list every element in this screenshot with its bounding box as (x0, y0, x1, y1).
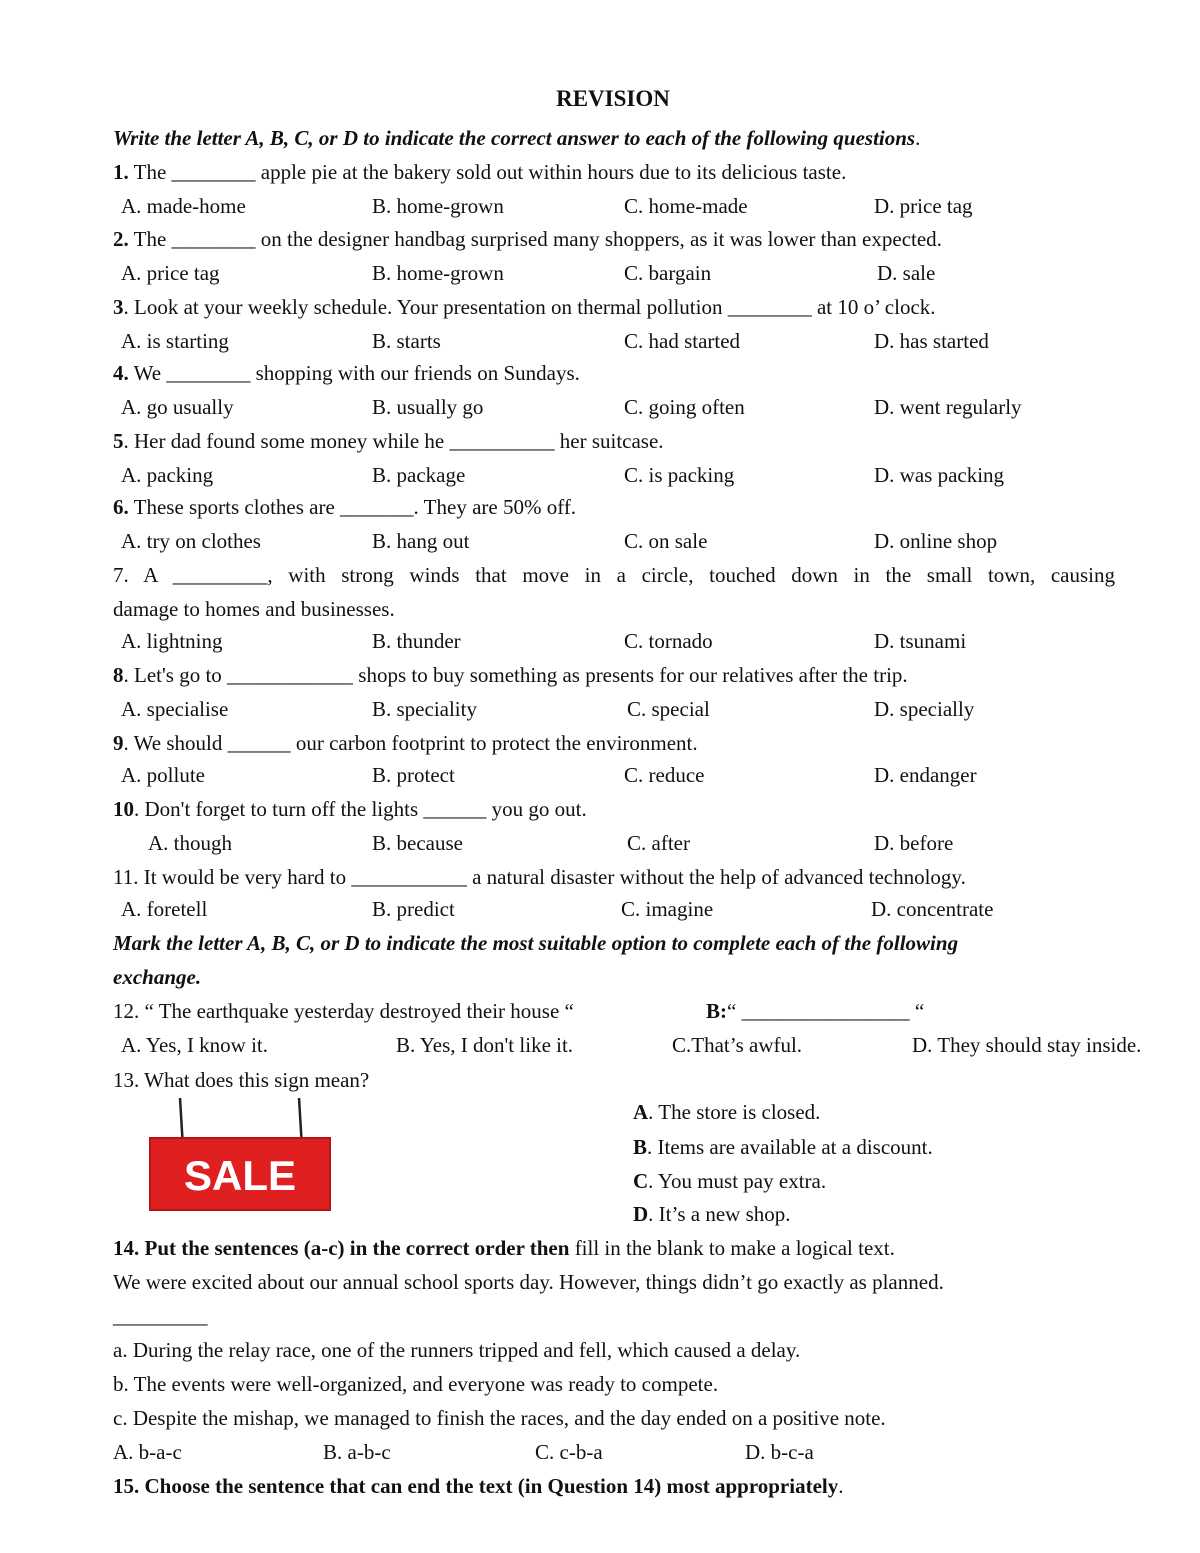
q7-option-d[interactable]: D. tsunami (874, 629, 967, 653)
question-13: 13. What does this sign mean? (113, 1068, 370, 1092)
q2-option-a[interactable]: A. price tag (121, 261, 220, 285)
q1-option-d[interactable]: D. price tag (874, 194, 973, 218)
q11-option-d[interactable]: D. concentrate (871, 897, 994, 921)
q14-option-a[interactable]: A. b-a-c (113, 1440, 182, 1464)
q9-option-c[interactable]: C. reduce (624, 763, 705, 787)
q8-option-b[interactable]: B. speciality (372, 697, 477, 721)
q12-option-b[interactable]: B. Yes, I don't like it. (396, 1033, 574, 1057)
q10-option-c[interactable]: C. after (627, 831, 690, 855)
question-6: 6. These sports clothes are _______. They are 50% off. (113, 495, 577, 519)
q4-option-d[interactable]: D. went regularly (874, 395, 1022, 419)
q9-option-a[interactable]: A. pollute (121, 763, 205, 787)
question-12-response: B:“ ________________ “ (706, 999, 925, 1023)
q3-option-b[interactable]: B. starts (372, 329, 441, 353)
q8-option-c[interactable]: C. special (627, 697, 710, 721)
q2-option-b[interactable]: B. home-grown (372, 261, 504, 285)
q2-option-c[interactable]: C. bargain (624, 261, 712, 285)
q3-option-c[interactable]: C. had started (624, 329, 741, 353)
q3-option-a[interactable]: A. is starting (121, 329, 229, 353)
q5-option-b[interactable]: B. package (372, 463, 466, 487)
q6-option-b[interactable]: B. hang out (372, 529, 470, 553)
q8-option-d[interactable]: D. specially (874, 697, 975, 721)
q5-option-c[interactable]: C. is packing (624, 463, 735, 487)
q1-option-a[interactable]: A. made-home (121, 194, 246, 218)
question-3: 3. Look at your weekly schedule. Your presentation on thermal pollution ________ at 10 o’ clock. (113, 295, 936, 319)
q10-option-a[interactable]: A. though (148, 831, 232, 855)
question-8: 8. Let's go to ____________ shops to buy something as presents for our relatives after the trip. (113, 663, 908, 687)
sale-sign-image (146, 1096, 336, 1214)
question-4: 4. We ________ shopping with our friends on Sundays. (113, 361, 580, 385)
question-7-continued: damage to homes and businesses. (113, 597, 395, 621)
instruction-section-2: Mark the letter A, B, C, or D to indicate the most suitable option to complete each of the following (113, 931, 959, 955)
question-14: 14. Put the sentences (a-c) in the correct order then fill in the blank to make a logical text. (113, 1236, 895, 1260)
question-15: 15. Choose the sentence that can end the text (in Question 14) most appropriately. (113, 1474, 844, 1498)
q9-option-b[interactable]: B. protect (372, 763, 455, 787)
q13-option-b[interactable]: B. Items are available at a discount. (633, 1135, 933, 1159)
instruction-section-1: Write the letter A, B, C, or D to indicate the correct answer to each of the following questions. (113, 126, 921, 150)
q10-option-d[interactable]: D. before (874, 831, 954, 855)
q14-sentence-c: c. Despite the mishap, we managed to finish the races, and the day ended on a positive note. (113, 1406, 886, 1430)
question-10: 10. Don't forget to turn off the lights ______ you go out. (113, 797, 587, 821)
q7-option-a[interactable]: A. lightning (121, 629, 223, 653)
q11-option-c[interactable]: C. imagine (621, 897, 714, 921)
q7-option-c[interactable]: C. tornado (624, 629, 713, 653)
q14-option-c[interactable]: C. c-b-a (535, 1440, 603, 1464)
q5-option-a[interactable]: A. packing (121, 463, 214, 487)
q6-option-a[interactable]: A. try on clothes (121, 529, 261, 553)
q5-option-d[interactable]: D. was packing (874, 463, 1005, 487)
question-9: 9. We should ______ our carbon footprint to protect the environment. (113, 731, 698, 755)
q14-option-d[interactable]: D. b-c-a (745, 1440, 814, 1464)
question-2: 2. The ________ on the designer handbag surprised many shoppers, as it was lower than expected. (113, 227, 942, 251)
page-title: REVISION (556, 86, 670, 111)
q3-option-d[interactable]: D. has started (874, 329, 989, 353)
q1-option-b[interactable]: B. home-grown (372, 194, 504, 218)
question-5: 5. Her dad found some money while he __________ her suitcase. (113, 429, 664, 453)
q11-option-b[interactable]: B. predict (372, 897, 455, 921)
q14-blank: _________ (113, 1304, 208, 1328)
q7-option-b[interactable]: B. thunder (372, 629, 461, 653)
q6-option-c[interactable]: C. on sale (624, 529, 708, 553)
q4-option-c[interactable]: C. going often (624, 395, 745, 419)
q13-option-d[interactable]: D. It’s a new shop. (633, 1202, 791, 1226)
q4-option-b[interactable]: B. usually go (372, 395, 484, 419)
q12-option-d[interactable]: D. They should stay inside. (912, 1033, 1142, 1057)
q1-option-c[interactable]: C. home-made (624, 194, 748, 218)
question-7: 7. A _________, with strong winds that move in a circle, touched down in the small town, causing (113, 563, 1115, 587)
q14-sentence-a: a. During the relay race, one of the runners tripped and fell, which caused a delay. (113, 1338, 801, 1362)
q12-option-a[interactable]: A. Yes, I know it. (121, 1033, 269, 1057)
question-12: 12. “ The earthquake yesterday destroyed their house “ (113, 999, 574, 1023)
q6-option-d[interactable]: D. online shop (874, 529, 998, 553)
q14-option-b[interactable]: B. a-b-c (323, 1440, 391, 1464)
q14-intro: We were excited about our annual school sports day. However, things didn’t go exactly as planned. (113, 1270, 944, 1294)
q14-sentence-b: b. The events were well-organized, and everyone was ready to compete. (113, 1372, 719, 1396)
q12-option-c[interactable]: C.That’s awful. (672, 1033, 803, 1057)
question-11: 11. It would be very hard to ___________ a natural disaster without the help of advanced technology. (113, 865, 966, 889)
q9-option-d[interactable]: D. endanger (874, 763, 977, 787)
q11-option-a[interactable]: A. foretell (121, 897, 208, 921)
q10-option-b[interactable]: B. because (372, 831, 463, 855)
question-1: 1. The ________ apple pie at the bakery sold out within hours due to its delicious taste. (113, 160, 847, 184)
q4-option-a[interactable]: A. go usually (121, 395, 234, 419)
sale-sign-text: SALE (183, 1152, 297, 1199)
q13-option-a[interactable]: A. The store is closed. (633, 1100, 821, 1124)
q13-option-c[interactable]: C. You must pay extra. (633, 1169, 827, 1193)
q8-option-a[interactable]: A. specialise (121, 697, 229, 721)
instruction-section-2-continued: exchange. (113, 965, 202, 989)
q2-option-d[interactable]: D. sale (877, 261, 936, 285)
